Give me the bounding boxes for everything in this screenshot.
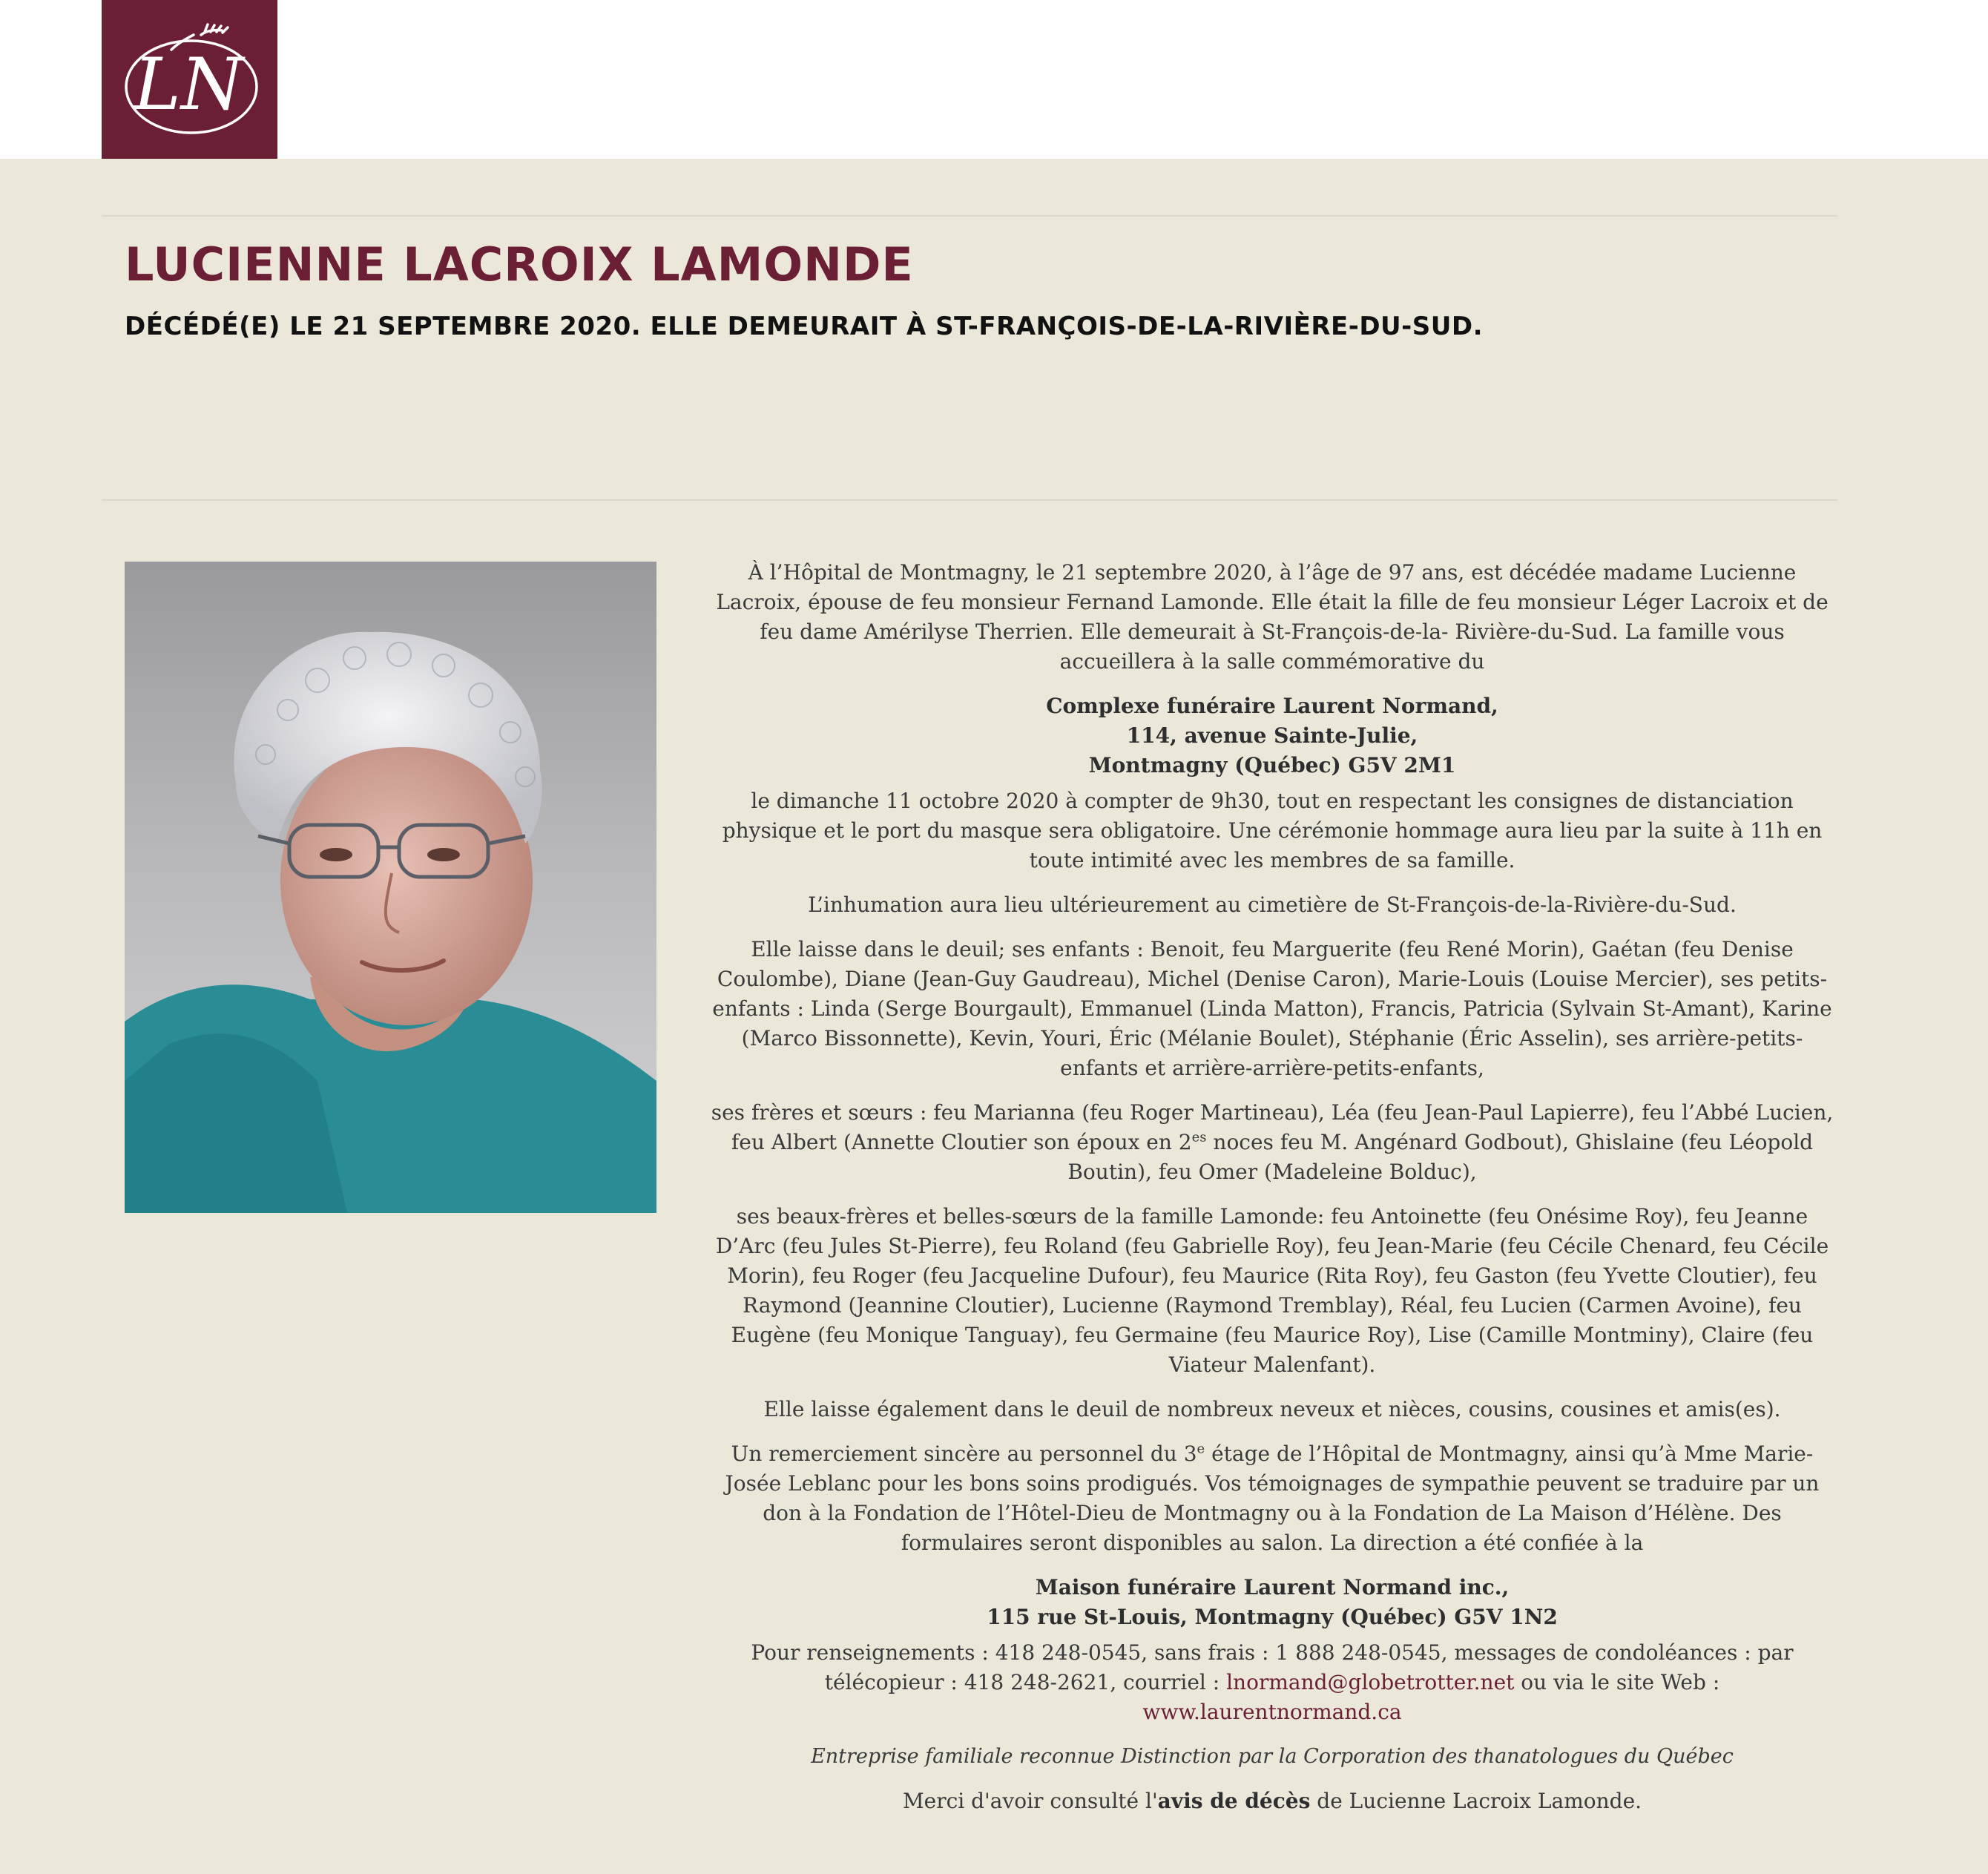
funeral-complex-address (705, 691, 1840, 780)
siblings-text-a: ses frères et sœurs : feu Marianna (feu Roger Martineau), Léa (feu Jean-Paul Lapierre), feu l’Abbé Lucien, feu Albert (Annette Cloutier son époux en 2 (711, 1100, 1834, 1154)
contact-text-a: Pour renseignements : 418 248-0545, sans frais : 1 888 248-0545, messages de condoléances : par télécopieur : 418 248-2621, courriel : (751, 1640, 1794, 1694)
home-name: Maison funéraire Laurent Normand inc., (1035, 1575, 1510, 1600)
obituary-intro: À l’Hôpital de Montmagny, le 21 septembre 2020, à l’âge de 97 ans, est décédée madame Lucienne Lacroix, épouse de feu monsieur Fernand Lamonde. Elle était la fille de feu monsieur Léger Lacroix et de feu dame Amérilyse Therrien. Elle demeurait à St-François-de-la- Rivière-du-Sud. La famille vous accueillera à la salle commémorative du (716, 560, 1829, 674)
website-link[interactable]: www.laurentnormand.ca (1142, 1700, 1402, 1724)
thanks-text-a: Un remerciement sincère au personnel du 3 (731, 1441, 1197, 1466)
svg-text:LN: LN (133, 43, 243, 126)
thanks-text-b: étage de l’Hôpital de Montmagny, ainsi qu’à Mme Marie-Josée Leblanc pour les bons soins prodigués. Vos témoignages de sympathie peuvent se traduire par un don à la Fondation de l’Hôtel-Dieu de Montmagny ou à la Fondation de La Maison d’Hélène. Des formulaires seront disponibles au salon. La direction a été confiée à la (725, 1441, 1820, 1555)
contact-info (705, 1638, 1840, 1727)
deceased-name: LUCIENNE LACROIX LAMONDE (125, 237, 914, 292)
distinction-note: Entreprise familiale reconnue Distinction par la Corporation des thanatologues du Québec (811, 1745, 1734, 1768)
visitation-details: le dimanche 11 octobre 2020 à compter de 9h30, tout en respectant les consignes de distanciation physique et le port du masque sera obligatoire. Une cérémonie hommage aura lieu par la suite à 11h en toute intimité avec les membres de sa famille. (722, 789, 1823, 872)
survivors-others: Elle laisse également dans le deuil de nombreux neveux et nièces, cousins, cousines et amis(es). (763, 1397, 1781, 1421)
closing-bold: avis de décès (1157, 1789, 1311, 1813)
complex-name: Complexe funéraire Laurent Normand, (1046, 694, 1498, 718)
thanks-superscript: e (1197, 1441, 1205, 1457)
top-bar (0, 0, 1988, 159)
complex-street: 114, avenue Sainte-Julie, (1126, 723, 1418, 748)
burial-details: L’inhumation aura lieu ultérieurement au cimetière de St-François-de-la-Rivière-du-Sud. (808, 892, 1737, 917)
funeral-home-address (705, 1573, 1840, 1632)
ln-logo-icon (108, 5, 271, 154)
siblings-text-b: noces feu M. Angénard Godbout), Ghislaine (feu Léopold Boutin), feu Omer (Madeleine Bolduc), (1067, 1130, 1814, 1184)
logo-link[interactable] (102, 0, 277, 159)
survivors-siblings (705, 1098, 1840, 1187)
complex-city: Montmagny (Québec) G5V 2M1 (1088, 753, 1456, 777)
closing-line (705, 1786, 1840, 1816)
email-link[interactable]: lnormand@globetrotter.net (1226, 1670, 1515, 1694)
portrait-photo (125, 562, 656, 1213)
header-top-divider (102, 215, 1837, 217)
portrait-illustration (125, 562, 656, 1213)
home-street: 115 rue St-Louis, Montmagny (Québec) G5V 1N2 (987, 1605, 1558, 1629)
thanks-paragraph (705, 1439, 1840, 1558)
survivors-children: Elle laisse dans le deuil; ses enfants : Benoit, feu Marguerite (feu René Morin), Gaétan (feu Denise Coulombe), Diane (Jean-Guy Gaudreau), Michel (Denise Caron), Marie-Louis (Louise Mercier), ses petits-enfants : Linda (Serge Bourgault), Emmanuel (Linda Matton), Francis, Patricia (Sylvain St-Amant), Karine (Marco Bissonnette), Kevin, Youri, Éric (Mélanie Boulet), Stéphanie (Éric Asselin), ses arrière-petits-enfants et arrière-arrière-petits-enfants, (712, 937, 1832, 1080)
death-subtitle: DÉCÉDÉ(E) LE 21 SEPTEMBRE 2020. ELLE DEMEURAIT À ST-FRANÇOIS-DE-LA-RIVIÈRE-DU-SUD. (125, 312, 1484, 341)
survivors-in-laws: ses beaux-frères et belles-sœurs de la famille Lamonde: feu Antoinette (feu Onésime Roy), feu Jeanne D’Arc (feu Jules St-Pierre), feu Roland (feu Gabrielle Roy), feu Jean-Marie (feu Cécile Chenard, feu Cécile Morin), feu Roger (feu Jacqueline Dufour), feu Maurice (Rita Roy), feu Gaston (feu Yvette Cloutier), feu Raymond (Jeannine Cloutier), Lucienne (Raymond Tremblay), Réal, feu Lucien (Carmen Avoine), feu Eugène (feu Monique Tanguay), feu Germaine (feu Maurice Roy), Lise (Camille Montminy), Claire (feu Viateur Malenfant). (715, 1204, 1829, 1377)
header-bottom-divider (102, 499, 1837, 501)
obituary-text (705, 558, 1840, 1831)
contact-text-b: ou via le site Web : (1514, 1670, 1720, 1694)
siblings-superscript: es (1191, 1129, 1207, 1145)
closing-text-b: de Lucienne Lacroix Lamonde. (1310, 1789, 1642, 1813)
closing-text-a: Merci d'avoir consulté l' (902, 1789, 1158, 1813)
